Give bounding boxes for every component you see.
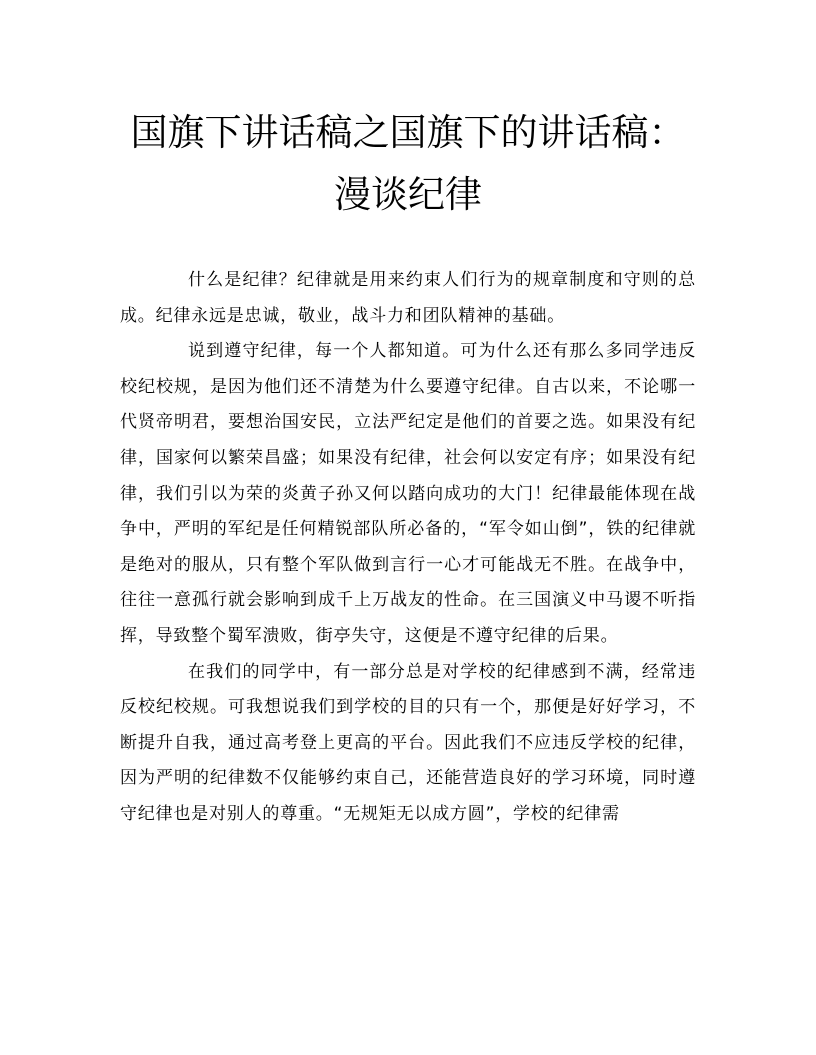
document-body <box>120 263 696 833</box>
paragraph-3: 在我们的同学中，有一部分总是对学校的纪律感到不满，经常违反校纪校规。可我想说我们到学校的目的只有一个，那便是好好学习，不断提升自我，通过高考登上更高的平台。因此我们不应违反学校的纪律，因为严明的纪律数不仅能够约束自己，还能营造良好的学习环境，同时遵守纪律也是对别人的尊重。“无规矩无以成方圆”，学校的纪律需 <box>120 661 696 824</box>
paragraph-2: 说到遵守纪律，每一个人都知道。可为什么还有那么多同学违反校纪校规，是因为他们还不清楚为什么要遵守纪律。自古以来，不论哪一代贤帝明君，要想治国安民，立法严纪定是他们的首要之选。如果没有纪律，国家何以繁荣昌盛；如果没有纪律，社会何以安定有序；如果没有纪律，我们引以为荣的炎黄子孙又何以踏向成功的大门！纪律最能体现在战争中，严明的军纪是任何精锐部队所必备的，“军令如山倒”，铁的纪律就是绝对的服从，只有整个军队做到言行一心才可能战无不胜。在战争中，往往一意孤行就会影响到成千上万战友的性命。在三国演义中马谡不听指挥，导致整个蜀军溃败，街亭失守，这便是不遵守纪律的后果。 <box>120 341 696 646</box>
paragraph-1: 什么是纪律？纪律就是用来约束人们行为的规章制度和守则的总成。纪律永远是忠诚，敬业，战斗力和团队精神的基础。 <box>120 270 696 326</box>
document-title: 国旗下讲话稿之国旗下的讲话稿：漫谈纪律 <box>130 111 686 216</box>
